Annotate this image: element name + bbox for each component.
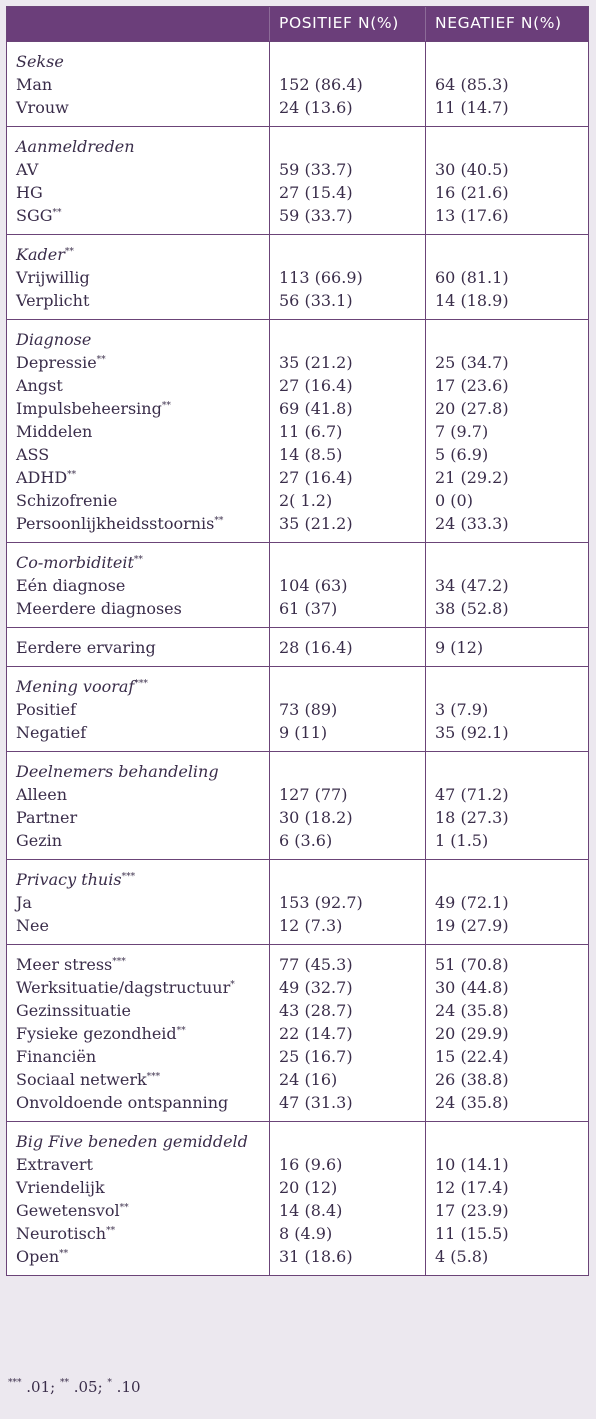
positief-value: 43 (28.7) <box>279 1001 353 1020</box>
negatief-value: 20 (27.8) <box>435 399 509 418</box>
row-label <box>16 976 269 999</box>
negatief-cell <box>425 945 588 1121</box>
positief-cell <box>269 667 425 751</box>
row-label <box>16 1045 269 1068</box>
negatief-cell <box>425 42 588 126</box>
negatief-value: 30 (40.5) <box>435 160 509 179</box>
significance-marker: *** <box>121 872 136 882</box>
negatief-value: 64 (85.3) <box>435 75 509 94</box>
negatief-value: 49 (72.1) <box>435 893 509 912</box>
section-title <box>16 675 269 698</box>
row-label <box>16 420 269 443</box>
row-label-text: Schizofrenie <box>16 491 118 510</box>
row-label-text: Eerdere ervaring <box>16 638 156 657</box>
positief-value: 27 (16.4) <box>279 376 353 395</box>
positief-value: 24 (13.6) <box>279 98 353 117</box>
spacer <box>435 868 588 891</box>
section-title <box>16 243 269 266</box>
row-label-text: Ja <box>16 893 32 912</box>
positief-value: 47 (31.3) <box>279 1093 353 1112</box>
label-cell <box>7 42 269 126</box>
negatief-value: 18 (27.3) <box>435 808 509 827</box>
row-label <box>16 204 269 227</box>
negatief-value: 24 (35.8) <box>435 1093 509 1112</box>
positief-value: 22 (14.7) <box>279 1024 353 1043</box>
row-label-text: Angst <box>16 376 63 395</box>
label-cell <box>7 860 269 944</box>
row-label <box>16 158 269 181</box>
row-label-text: Neurotisch <box>16 1224 107 1243</box>
positief-value: 127 (77) <box>279 785 348 804</box>
spacer <box>279 328 425 351</box>
row-label <box>16 1153 269 1176</box>
row-label <box>16 829 269 852</box>
negatief-value: 15 (22.4) <box>435 1047 509 1066</box>
row-label-text: Middelen <box>16 422 93 441</box>
row-label-text: Man <box>16 75 53 94</box>
negatief-value: 11 (15.5) <box>435 1224 509 1243</box>
spacer <box>435 1130 588 1153</box>
negatief-value: 17 (23.9) <box>435 1201 509 1220</box>
row-label-text: Positief <box>16 700 77 719</box>
negatief-cell <box>425 127 588 234</box>
row-label <box>16 1091 269 1114</box>
row-label <box>16 181 269 204</box>
negatief-value: 20 (29.9) <box>435 1024 509 1043</box>
label-cell <box>7 235 269 319</box>
row-label-text: Depressie <box>16 353 97 372</box>
positief-value: 59 (33.7) <box>279 160 353 179</box>
spacer <box>279 50 425 73</box>
row-label <box>16 597 269 620</box>
row-label-text: Impulsbeheersing <box>16 399 162 418</box>
spacer <box>279 868 425 891</box>
negatief-value: 38 (52.8) <box>435 599 509 618</box>
negatief-value: 34 (47.2) <box>435 576 509 595</box>
negatief-value: 9 (12) <box>435 638 484 657</box>
row-label <box>16 96 269 119</box>
data-table <box>6 6 589 1276</box>
significance-marker: *** <box>146 1072 161 1082</box>
negatief-value: 1 (1.5) <box>435 831 489 850</box>
significance-marker: ** <box>64 247 74 257</box>
negatief-value: 7 (9.7) <box>435 422 489 441</box>
positief-cell <box>269 945 425 1121</box>
section-title-text: Mening vooraf <box>16 677 135 696</box>
footnote-text: .01; <box>21 1378 60 1396</box>
header-positief: POSITIEF N(%) <box>269 7 425 41</box>
significance-marker: ** <box>96 355 106 365</box>
negatief-cell <box>425 628 588 666</box>
negatief-value: 17 (23.6) <box>435 376 509 395</box>
positief-cell <box>269 628 425 666</box>
row-label <box>16 636 269 659</box>
row-label <box>16 891 269 914</box>
row-label-text: Sociaal netwerk <box>16 1070 147 1089</box>
negatief-value: 16 (21.6) <box>435 183 509 202</box>
row-label <box>16 1176 269 1199</box>
negatief-cell <box>425 752 588 859</box>
section-title-text: Big Five beneden gemiddeld <box>16 1132 248 1151</box>
positief-value: 153 (92.7) <box>279 893 363 912</box>
significance-footnote <box>8 1378 141 1396</box>
negatief-value: 21 (29.2) <box>435 468 509 487</box>
label-cell <box>7 1122 269 1275</box>
positief-value: 31 (18.6) <box>279 1247 353 1266</box>
positief-value: 16 (9.6) <box>279 1155 343 1174</box>
negatief-value: 3 (7.9) <box>435 700 489 719</box>
row-label <box>16 999 269 1022</box>
positief-cell <box>269 752 425 859</box>
section-title-text: Diagnose <box>16 330 92 349</box>
row-label <box>16 397 269 420</box>
significance-marker: *** <box>134 679 148 689</box>
significance-marker: ** <box>106 1226 116 1236</box>
negatief-value: 24 (33.3) <box>435 514 509 533</box>
significance-marker: ** <box>176 1026 186 1036</box>
label-cell <box>7 667 269 751</box>
row-label-text: Extravert <box>16 1155 93 1174</box>
row-label-text: Nee <box>16 916 49 935</box>
table-section <box>7 41 588 126</box>
section-title <box>16 328 269 351</box>
significance-marker: ** <box>119 1203 129 1213</box>
section-title <box>16 50 269 73</box>
spacer <box>435 50 588 73</box>
header-negatief: NEGATIEF N(%) <box>425 7 588 41</box>
positief-value: 2( 1.2) <box>279 491 333 510</box>
row-label-text: Gewetensvol <box>16 1201 120 1220</box>
positief-cell <box>269 1122 425 1275</box>
row-label-text: SGG <box>16 206 53 225</box>
positief-value: 20 (12) <box>279 1178 338 1197</box>
positief-value: 6 (3.6) <box>279 831 333 850</box>
significance-marker: ** <box>67 470 77 480</box>
negatief-cell <box>425 860 588 944</box>
spacer <box>435 135 588 158</box>
row-label <box>16 289 269 312</box>
positief-value: 27 (16.4) <box>279 468 353 487</box>
significance-marker: *** <box>112 957 126 967</box>
table-header <box>7 7 588 41</box>
negatief-value: 11 (14.7) <box>435 98 509 117</box>
table-section <box>7 751 588 859</box>
negatief-value: 0 (0) <box>435 491 473 510</box>
row-label-text: Persoonlijkheidsstoornis <box>16 514 215 533</box>
spacer <box>435 243 588 266</box>
table-section <box>7 666 588 751</box>
positief-value: 69 (41.8) <box>279 399 353 418</box>
negatief-value: 14 (18.9) <box>435 291 509 310</box>
table-section <box>7 859 588 944</box>
row-label-text: Alleen <box>16 785 68 804</box>
negatief-cell <box>425 320 588 542</box>
table-body <box>7 41 588 1275</box>
row-label <box>16 1245 269 1268</box>
spacer <box>279 551 425 574</box>
positief-value: 25 (16.7) <box>279 1047 353 1066</box>
row-label-text: HG <box>16 183 43 202</box>
section-title <box>16 135 269 158</box>
spacer <box>279 1130 425 1153</box>
negatief-cell <box>425 235 588 319</box>
row-label <box>16 574 269 597</box>
positief-value: 8 (4.9) <box>279 1224 333 1243</box>
row-label <box>16 783 269 806</box>
significance-marker: ** <box>214 516 224 526</box>
row-label-text: Open <box>16 1247 60 1266</box>
positief-value: 113 (66.9) <box>279 268 363 287</box>
significance-marker: * <box>230 980 235 990</box>
row-label-text: Verplicht <box>16 291 90 310</box>
positief-value: 35 (21.2) <box>279 514 353 533</box>
footnote-marker: * <box>107 1378 112 1388</box>
spacer <box>435 760 588 783</box>
section-title-text: Sekse <box>16 52 64 71</box>
negatief-value: 4 (5.8) <box>435 1247 489 1266</box>
positief-value: 77 (45.3) <box>279 955 353 974</box>
positief-value: 73 (89) <box>279 700 338 719</box>
positief-value: 59 (33.7) <box>279 206 353 225</box>
positief-value: 14 (8.5) <box>279 445 343 464</box>
row-label-text: Vriendelijk <box>16 1178 105 1197</box>
section-title <box>16 760 269 783</box>
label-cell <box>7 127 269 234</box>
spacer <box>435 328 588 351</box>
table-section <box>7 234 588 319</box>
negatief-value: 35 (92.1) <box>435 723 509 742</box>
footnote-marker: *** <box>8 1378 22 1388</box>
negatief-value: 19 (27.9) <box>435 916 509 935</box>
row-label <box>16 698 269 721</box>
positief-value: 56 (33.1) <box>279 291 353 310</box>
positief-cell <box>269 320 425 542</box>
negatief-value: 60 (81.1) <box>435 268 509 287</box>
negatief-cell <box>425 1122 588 1275</box>
row-label-text: ADHD <box>16 468 68 487</box>
section-title-text: Kader <box>16 245 65 264</box>
row-label <box>16 73 269 96</box>
row-label <box>16 266 269 289</box>
row-label-text: Vrijwillig <box>16 268 90 287</box>
significance-marker: ** <box>59 1249 69 1259</box>
positief-cell <box>269 543 425 627</box>
row-label-text: Onvoldoende ontspanning <box>16 1093 229 1112</box>
row-label-text: ASS <box>16 445 50 464</box>
row-label <box>16 806 269 829</box>
section-title <box>16 868 269 891</box>
spacer <box>279 135 425 158</box>
row-label <box>16 512 269 535</box>
negatief-value: 12 (17.4) <box>435 1178 509 1197</box>
positief-cell <box>269 42 425 126</box>
header-label-col <box>7 7 269 41</box>
spacer <box>435 551 588 574</box>
row-label-text: Meerdere diagnoses <box>16 599 182 618</box>
positief-value: 30 (18.2) <box>279 808 353 827</box>
row-label <box>16 1222 269 1245</box>
significance-marker: ** <box>161 401 171 411</box>
positief-value: 11 (6.7) <box>279 422 343 441</box>
label-cell <box>7 320 269 542</box>
negatief-cell <box>425 543 588 627</box>
negatief-value: 51 (70.8) <box>435 955 509 974</box>
spacer <box>435 675 588 698</box>
positief-value: 24 (16) <box>279 1070 338 1089</box>
table-section <box>7 627 588 666</box>
positief-cell <box>269 127 425 234</box>
table-section <box>7 126 588 234</box>
table-section <box>7 542 588 627</box>
row-label <box>16 489 269 512</box>
significance-marker: ** <box>133 555 143 565</box>
positief-value: 61 (37) <box>279 599 338 618</box>
negatief-value: 30 (44.8) <box>435 978 509 997</box>
row-label-text: Gezin <box>16 831 63 850</box>
footnote-text: .10 <box>111 1378 141 1396</box>
positief-value: 35 (21.2) <box>279 353 353 372</box>
section-title-text: Privacy thuis <box>16 870 122 889</box>
table-section <box>7 1121 588 1275</box>
row-label-text: AV <box>16 160 39 179</box>
negatief-value: 5 (6.9) <box>435 445 489 464</box>
negatief-cell <box>425 667 588 751</box>
row-label <box>16 1068 269 1091</box>
row-label-text: Eén diagnose <box>16 576 126 595</box>
negatief-value: 47 (71.2) <box>435 785 509 804</box>
positief-cell <box>269 235 425 319</box>
negatief-value: 24 (35.8) <box>435 1001 509 1020</box>
row-label <box>16 374 269 397</box>
section-title-text: Aanmeldreden <box>16 137 135 156</box>
row-label <box>16 953 269 976</box>
row-label <box>16 466 269 489</box>
row-label-text: Partner <box>16 808 78 827</box>
row-label-text: Negatief <box>16 723 87 742</box>
section-title-text: Deelnemers behandeling <box>16 762 219 781</box>
positief-value: 27 (15.4) <box>279 183 353 202</box>
footnote-marker: ** <box>59 1378 69 1388</box>
row-label <box>16 914 269 937</box>
negatief-value: 10 (14.1) <box>435 1155 509 1174</box>
row-label <box>16 443 269 466</box>
row-label <box>16 1199 269 1222</box>
table-section <box>7 944 588 1121</box>
row-label-text: Vrouw <box>16 98 69 117</box>
significance-marker: ** <box>52 208 62 218</box>
section-title <box>16 1130 269 1153</box>
negatief-value: 13 (17.6) <box>435 206 509 225</box>
row-label <box>16 1022 269 1045</box>
row-label-text: Fysieke gezondheid <box>16 1024 177 1043</box>
positief-value: 9 (11) <box>279 723 328 742</box>
table-section <box>7 319 588 542</box>
label-cell <box>7 543 269 627</box>
label-cell <box>7 945 269 1121</box>
positief-value: 104 (63) <box>279 576 348 595</box>
row-label-text: Gezinssituatie <box>16 1001 131 1020</box>
label-cell <box>7 628 269 666</box>
spacer <box>279 760 425 783</box>
row-label-text: Meer stress <box>16 955 113 974</box>
positief-cell <box>269 860 425 944</box>
row-label <box>16 351 269 374</box>
footnote-text: .05; <box>68 1378 108 1396</box>
row-label-text: Werksituatie/dagstructuur <box>16 978 231 997</box>
positief-value: 28 (16.4) <box>279 638 353 657</box>
row-label-text: Financiën <box>16 1047 97 1066</box>
label-cell <box>7 752 269 859</box>
row-label <box>16 721 269 744</box>
positief-value: 12 (7.3) <box>279 916 343 935</box>
negatief-value: 26 (38.8) <box>435 1070 509 1089</box>
positief-value: 14 (8.4) <box>279 1201 343 1220</box>
negatief-value: 25 (34.7) <box>435 353 509 372</box>
spacer <box>279 675 425 698</box>
positief-value: 152 (86.4) <box>279 75 363 94</box>
spacer <box>279 243 425 266</box>
section-title <box>16 551 269 574</box>
section-title-text: Co-morbiditeit <box>16 553 134 572</box>
positief-value: 49 (32.7) <box>279 978 353 997</box>
